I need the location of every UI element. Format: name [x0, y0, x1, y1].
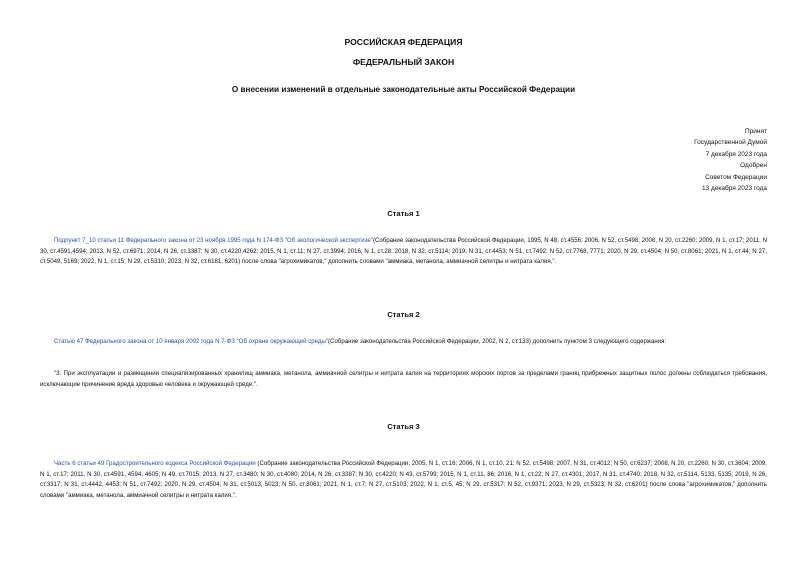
acceptance-line: 13 декабря 2023 года	[701, 185, 767, 193]
article-1-link[interactable]: Подпункт 7_10 статьи 11 Федерального закона от 23 ноября 1995 года N 174-ФЗ "Об экологической экспертизе"	[54, 237, 373, 244]
acceptance-block	[694, 126, 767, 194]
article-2-quote: "3. При эксплуатации и размещении специализированных хранилищ аммиака, метанола, аммиачной селитры и нитрата калия на территориях морских портов за пределами границ прибрежных защитных полос должны соблюдаться требования, исключающие причинение вреда здоровью человека и окружающей среде.".	[40, 370, 767, 388]
article-2-text: (Собрание законодательства Российской Федерации, 2002, N 2, ст.133) дополнить пунктом 3 следующего содержания:	[328, 338, 667, 345]
acceptance-line: Принят	[744, 128, 767, 135]
acceptance-line: Советом Федерации	[705, 173, 767, 181]
law-type-heading: ФЕДЕРАЛЬНЫЙ ЗАКОН	[352, 57, 455, 67]
article-3-title: Статья 3	[387, 422, 420, 431]
article-2-link[interactable]: Статью 47 Федерального закона от 10 января 2002 года N 7-ФЗ "Об охране окружающей среды"	[54, 338, 329, 345]
article-3-text: (Собрание законодательства Российской Федерации, 2005, N 1, ст.16; 2006, N 1, ст.10, 21; N 52, ст.5498; 2007, N 31, ст.4012; N 50, ст.6237; 2008, N 20, ст.2260; N 30, ст.3604; 2009, N 1, ст.17; 2011, N 30, ст.4591, 4594, 4605; N 49, ст.7015; 2013, N 27, ст.3480; N 30, ст.4080; 2014, N 26, ст.3387; N 30, ст.4220; N 43, ст.5799; 2015, N 1, ст.11, 86; 2016, N 1, ст.22; N 27, ст.4301; 2017, N 31, ст.4740; 2018, N 32, ст.5114, 5133, 5135; 2019, N 26, ст.3317; N 31, ст.4442, 4453; N 51, ст.7492; 2020, N 29, ст.4504; N 31, ст.5013, 5023; N 50, ст.8061; 2021, N 1, ст.7; N 27, ст.5103; 2022, N 1, ст.5, 45; N 29, ст.5317; N 52, ст.9371; 2023, N 29, ст.5323; N 32, ст.6201) после слова "агрохимикатов," дополнить словами "аммиака, метанола, аммиачной селитры и нитрата калия,".	[40, 460, 767, 499]
article-1-paragraph	[40, 236, 767, 268]
acceptance-line: 7 декабря 2023 года	[705, 150, 767, 158]
acceptance-line: Одобрен	[740, 162, 767, 170]
article-1-title: Статья 1	[387, 209, 420, 218]
article-2-paragraph	[40, 337, 767, 348]
acceptance-line: Государственной Думой	[694, 139, 767, 147]
article-3-link[interactable]: Часть 6 статьи 49 Градостроительного кодекса Российской Федерации	[54, 460, 256, 467]
document-title: О внесении изменений в отдельные законодательные акты Российской Федерации	[231, 85, 576, 94]
article-1-text: (Собрание законодательства Российской Федерации, 1995, N 48, ст.4556; 2006, N 52, ст.5498; 2008, N 20, ст.2260; 2009, N 1, ст.17; 2011, N 30, ст.4591,4594; 2013, N 52, ст.6971; 2014, N 26, ст.3387; N 30, ст.4220,4262; 2015, N 1, ст.11; N 27, ст.3994; 2016, N 1, ст.28; 2018, N 32, ст.5114; 2019, N 31, ст.4453; N 51, ст.7492; N 52, ст.7768, 7771; 2020, N 29, ст.4504; N 50, ст.8061; 2021, N 1, ст.44; N 27, ст.5049, 5169; 2022, N 1, ст.15; N 29, ст.5310; 2023, N 32, ст.6181, 6201) после слова "агрохимикатов," дополнить словами "аммиака, метанола, аммиачной селитры и нитрата калия,".	[40, 237, 767, 266]
country-heading: РОССИЙСКАЯ ФЕДЕРАЦИЯ	[344, 37, 463, 47]
article-3-paragraph	[40, 459, 767, 501]
article-2-title: Статья 2	[387, 310, 420, 319]
